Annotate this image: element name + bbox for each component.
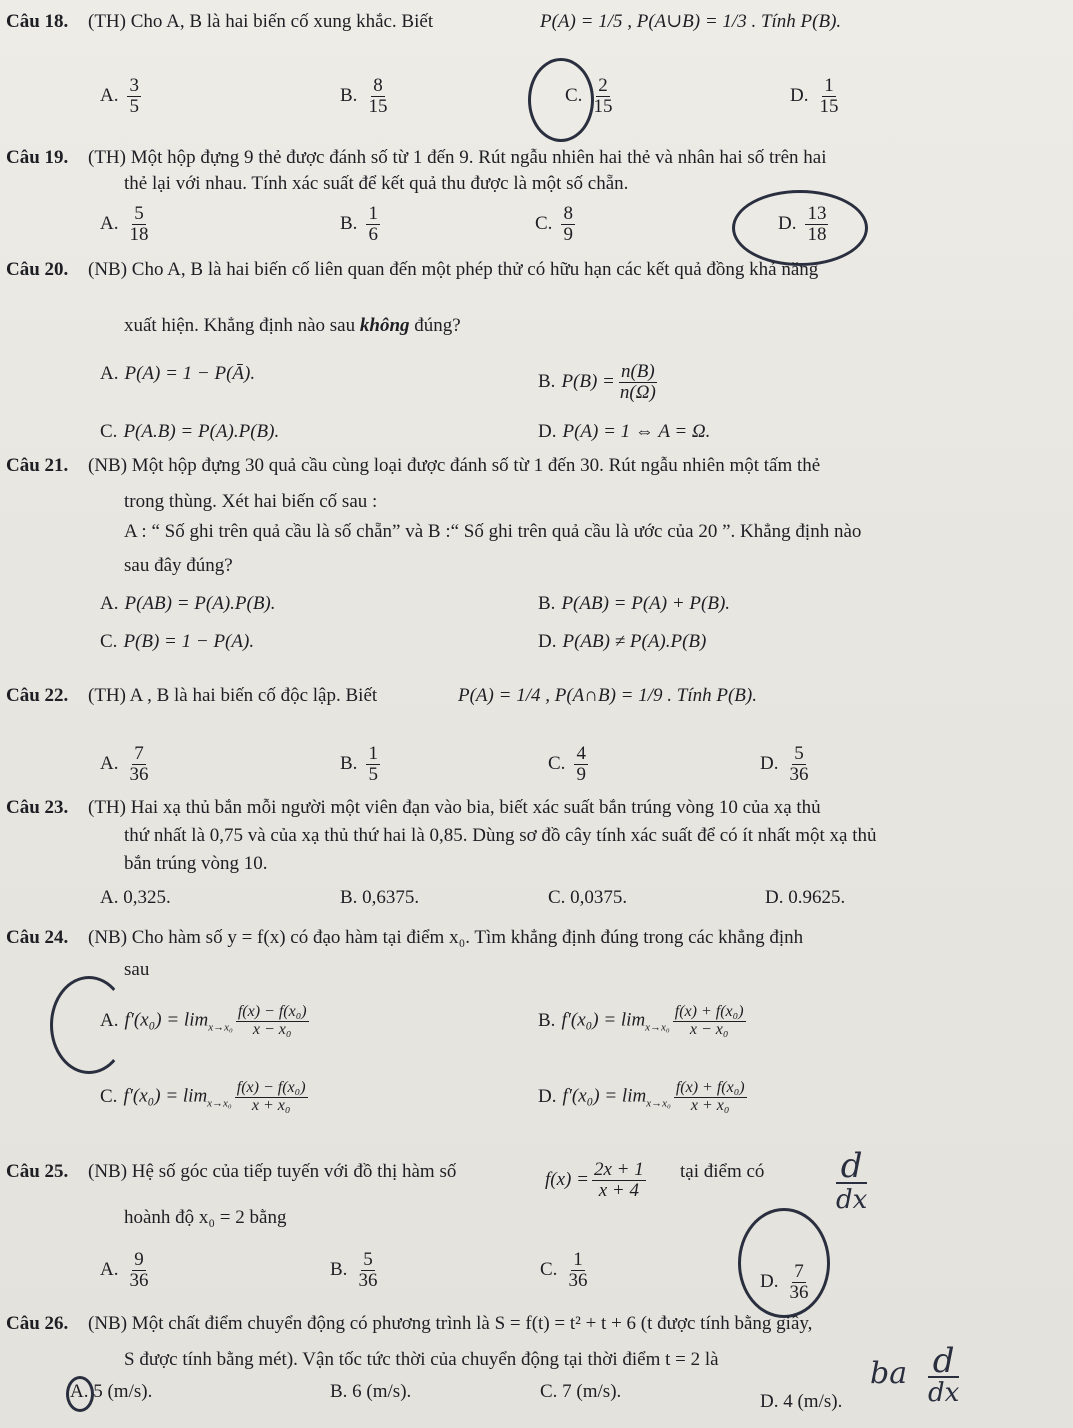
q25-option-b[interactable]: B. $\frac{5}{36}$ (330, 1249, 378, 1291)
q19-text-1: (TH) Một hộp đựng 9 thẻ được đánh số từ 1 đến 9. Rút ngẫu nhiên hai thẻ và nhân hai số trên hai (88, 147, 827, 168)
q25-option-d[interactable]: D. $\frac{7}{36}$ (760, 1261, 809, 1303)
q20-option-c[interactable]: C. P(A.B) = P(A).P(B). (100, 421, 280, 442)
q21-option-a[interactable]: A. P(AB) = P(A).P(B). (100, 593, 276, 614)
q21-text-3: A : “ Số ghi trên quả cầu là số chẵn” và B :“ Số ghi trên quả cầu là ước của 20 ”. Khẳng định nào (124, 521, 862, 542)
q20-option-d[interactable]: D. P(A) = 1 ⇔ A = Ω. (538, 421, 711, 442)
q25-option-c[interactable]: C. $\frac{1}{36}$ (540, 1249, 588, 1291)
q21-text-1: (NB) Một hộp đựng 30 quả cầu cùng loại được đánh số từ 1 đến 30. Rút ngẫu nhiên một tấm thẻ (88, 455, 821, 476)
q25-text-1b: tại điểm có (680, 1161, 765, 1182)
q26-option-d[interactable]: D. 4 (m/s). (760, 1391, 843, 1412)
q22-option-d[interactable]: D. $\frac{5}{36}$ (760, 743, 809, 785)
q26-option-a[interactable]: A. 5 (m/s). (70, 1381, 153, 1402)
q23-option-d[interactable]: D. 0.9625. (765, 887, 846, 908)
q25-text-2: hoành độ x₀ = 2 bằng (124, 1207, 287, 1228)
q26-label: Câu 26. (6, 1313, 69, 1334)
q22-option-b[interactable]: B. $\frac{1}{5}$ (340, 743, 378, 785)
q23-option-a[interactable]: A. 0,325. (100, 887, 171, 908)
q20-option-b[interactable]: B. P(B) = $\frac{n(B)}{n(\Omega)}$ (538, 361, 656, 403)
q19-option-c[interactable]: C. $\frac{8}{9}$ (535, 203, 573, 245)
handwritten-derivative-note-2: ba (870, 1356, 908, 1391)
q26-text-2: S được tính bằng mét). Vận tốc tức thời của chuyển động tại thời điểm t = 2 là (124, 1349, 719, 1370)
q23-text-2: thứ nhất là 0,75 và của xạ thủ thứ hai là 0,85. Dùng sơ đồ cây tính xác suất để có ít nhất một xạ thủ (124, 825, 877, 846)
q26-text-1: (NB) Một chất điểm chuyển động có phương trình là S = f(t) = t² + t + 6 (t được tính bằng giây, (88, 1313, 813, 1334)
q23-text-1: (TH) Hai xạ thủ bắn mỗi người một viên đạn vào bia, biết xác suất bắn trúng vòng 10 của xạ thủ (88, 797, 821, 818)
q26-option-b[interactable]: B. 6 (m/s). (330, 1381, 412, 1402)
q23-label: Câu 23. (6, 797, 69, 818)
q22-text: (TH) A , B là hai biến cố độc lập. Biết (88, 685, 378, 706)
q25-function: f(x) = $\frac{2x + 1}{x + 4}$ (545, 1159, 644, 1201)
q21-text-4: sau đây đúng? (124, 555, 233, 576)
q24-option-a[interactable]: A. $f'(x_0) = \lim_{x\to x_0}$ $\frac{\text{f(x) − f(x₀)}}{\text{x − x₀}}$ (100, 1003, 307, 1038)
q22-option-a[interactable]: A. $\frac{7}{36}$ (100, 743, 149, 785)
q18-option-d[interactable]: D. $\frac{1}{15}$ (790, 75, 839, 117)
q24-option-c[interactable]: C. $f'(x_0) = \lim_{x\to x_0}$ $\frac{\text{f(x) − f(x₀)}}{\text{x + x₀}}$ (100, 1079, 306, 1114)
q20-text-1: (NB) Cho A, B là hai biến cố liên quan đến một phép thử có hữu hạn các kết quả đồng khả năng (88, 259, 819, 280)
q24-label: Câu 24. (6, 927, 69, 948)
q25-option-a[interactable]: A. $\frac{9}{36}$ (100, 1249, 149, 1291)
q20-text-2: xuất hiện. Khẳng định nào sau không đúng? (124, 315, 461, 336)
q23-text-3: bắn trúng vòng 10. (124, 853, 268, 874)
q20-label: Câu 20. (6, 259, 69, 280)
q18-option-c[interactable]: C. $\frac{2}{15}$ (565, 75, 613, 117)
q18-option-b[interactable]: B. $\frac{8}{15}$ (340, 75, 388, 117)
q18-option-a[interactable]: A. $\frac{3}{5}$ (100, 75, 139, 117)
q24-text-1: (NB) Cho hàm số y = f(x) có đạo hàm tại điểm x₀. Tìm khẳng định đúng trong các khẳng định (88, 927, 804, 948)
q21-option-b[interactable]: B. P(AB) = P(A) + P(B). (538, 593, 731, 614)
q23-option-b[interactable]: B. 0,6375. (340, 887, 420, 908)
q18-label: Câu 18. (6, 11, 69, 32)
q19-option-d[interactable]: D. $\frac{13}{18}$ (778, 203, 827, 245)
q21-label: Câu 21. (6, 455, 69, 476)
q18-text: (TH) Cho A, B là hai biến cố xung khắc. Biết (88, 11, 434, 32)
q22-given: P(A) = 1/4 , P(A∩B) = 1/9 . Tính P(B). (458, 685, 757, 706)
q26-option-c[interactable]: C. 7 (m/s). (540, 1381, 622, 1402)
q22-label: Câu 22. (6, 685, 69, 706)
q24-option-d[interactable]: D. $f'(x_0) = \lim_{x\to x_0}$ $\frac{\text{f(x) + f(x₀)}}{\text{x + x₀}}$ (538, 1079, 745, 1114)
q21-option-c[interactable]: C. P(B) = 1 − P(A). (100, 631, 255, 652)
q19-label: Câu 19. (6, 147, 69, 168)
q25-text-1: (NB) Hệ số góc của tiếp tuyến với đồ thị hàm số (88, 1161, 457, 1182)
q19-text-2: thẻ lại với nhau. Tính xác suất để kết quả thu được là một số chẵn. (124, 173, 629, 194)
q22-option-c[interactable]: C. $\frac{4}{9}$ (548, 743, 586, 785)
q21-text-2: trong thùng. Xét hai biến cố sau : (124, 491, 378, 512)
q23-option-c[interactable]: C. 0,0375. (548, 887, 628, 908)
handwritten-derivative-note-3: d dx (928, 1341, 960, 1408)
q20-option-a[interactable]: A. P(A) = 1 − P(Ā). (100, 363, 256, 384)
q24-option-b[interactable]: B. $f'(x_0) = \lim_{x\to x_0}$ $\frac{\text{f(x) + f(x₀)}}{\text{x − x₀}}$ (538, 1003, 744, 1038)
q18-given: P(A) = 1/5 , P(A∪B) = 1/3 . Tính P(B). (540, 11, 842, 32)
q19-option-b[interactable]: B. $\frac{1}{6}$ (340, 203, 378, 245)
q24-text-2: sau (124, 959, 150, 980)
q25-label: Câu 25. (6, 1161, 69, 1182)
q21-option-d[interactable]: D. P(AB) ≠ P(A).P(B) (538, 631, 707, 652)
q19-option-a[interactable]: A. $\frac{5}{18}$ (100, 203, 149, 245)
handwritten-derivative-note-1: d dx (836, 1146, 868, 1215)
